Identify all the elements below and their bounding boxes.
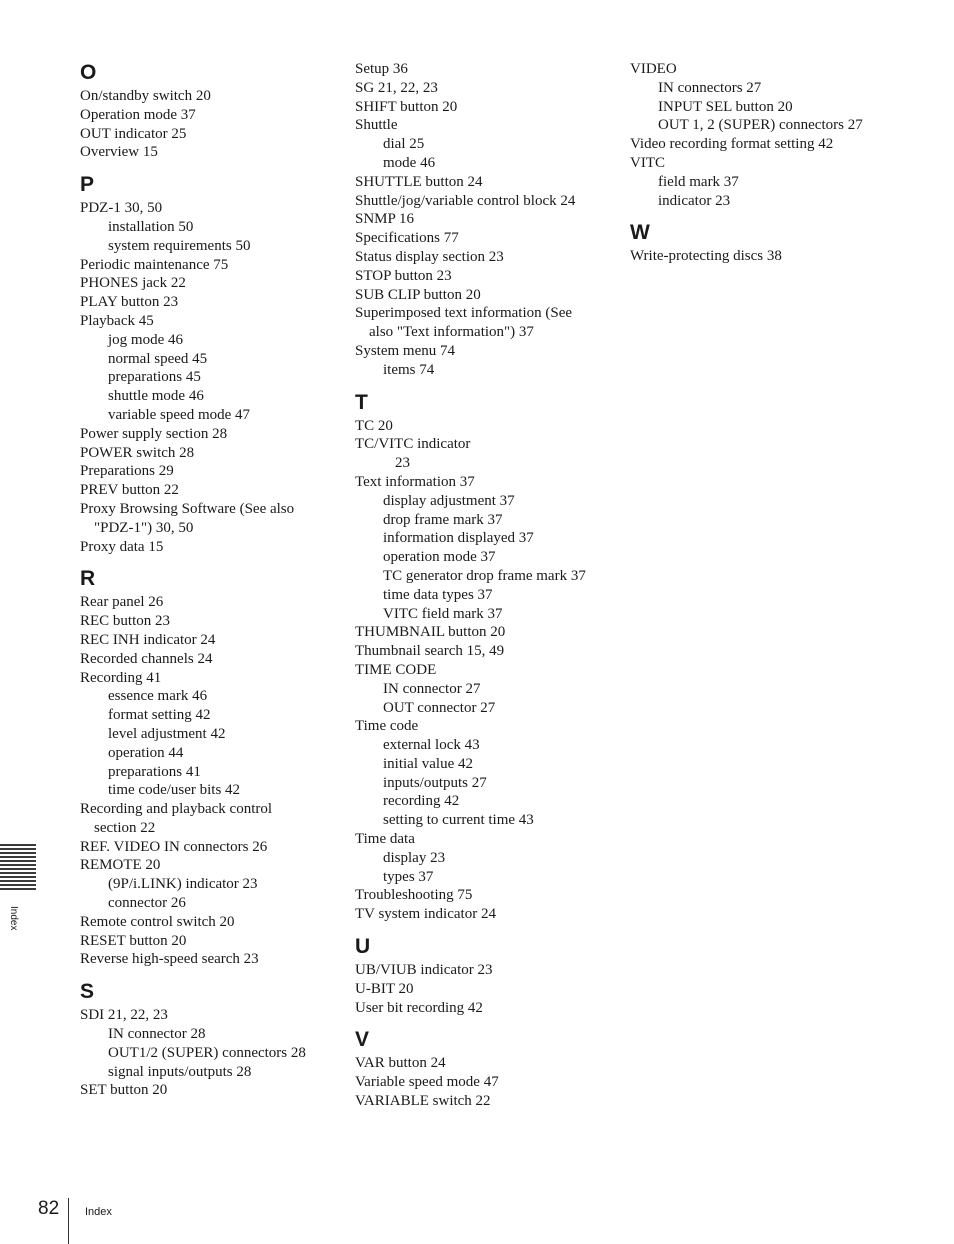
index-section [355,934,610,1017]
index-entry: Status display section 23 [355,248,504,265]
section-letter-heading: O [80,61,97,84]
index-entry: Shuttle/jog/variable control block 24 [355,192,576,209]
index-entry: TC 20 [355,417,393,434]
index-entry: REF. VIDEO IN connectors 26 [80,838,268,855]
index-subentry: external lock 43 [383,737,480,754]
index-entry: TV system indicator 24 [355,906,496,923]
index-entry: SNMP 16 [355,211,415,228]
index-entry: Proxy Browsing Software (See also [80,500,295,517]
index-section [355,390,610,925]
index-subentry: types 37 [383,868,434,885]
section-letter-heading: T [355,390,368,414]
index-entry: VARIABLE switch 22 [355,1093,491,1110]
footer-divider [68,1198,69,1244]
index-subentry: inputs/outputs 27 [383,774,487,791]
index-entry: VITC [630,154,665,171]
index-entry: On/standby switch 20 [80,88,211,104]
index-entry: SHIFT button 20 [355,98,458,115]
index-section [630,220,890,266]
index-entry: VAR button 24 [355,1055,446,1072]
index-subentry: format setting 42 [108,707,211,724]
index-entry: Power supply section 28 [80,425,228,442]
index-entry: VIDEO [630,61,677,77]
footer-section-label: Index [85,1206,112,1218]
section-tab-marks [0,844,36,892]
index-entry: REC button 23 [80,613,171,630]
index-subentry: system requirements 50 [108,237,251,254]
index-section [80,979,330,1100]
index-entry: PREV button 22 [80,482,179,499]
index-subentry: IN connectors 27 [658,79,762,96]
index-entry: PHONES jack 22 [80,275,186,292]
index-entry: SHUTTLE button 24 [355,173,483,190]
index-subentry: preparations 41 [108,763,201,780]
index-entry: Video recording format setting 42 [630,136,834,153]
index-subentry: shuttle mode 46 [108,388,204,405]
index-entry: Recording 41 [80,669,162,686]
index-entry: User bit recording 42 [355,999,483,1016]
index-entry: SDI 21, 22, 23 [80,1007,168,1024]
index-entry: Variable speed mode 47 [355,1074,499,1091]
index-subentry: information displayed 37 [383,530,534,547]
index-subentry: variable speed mode 47 [108,406,251,423]
side-tab-label: Index [8,906,19,931]
index-subentry: normal speed 45 [108,350,208,367]
index-entry: REC INH indicator 24 [80,631,216,648]
index-column-2 [355,60,610,1111]
index-subentry: time data types 37 [383,586,493,603]
index-column-1 [80,60,330,1100]
index-subentry: display adjustment 37 [383,492,515,509]
index-entry: Rear panel 26 [80,594,164,611]
index-subentry: recording 42 [383,793,460,810]
index-entry: Thumbnail search 15, 49 [355,643,505,660]
index-entry: SG 21, 22, 23 [355,79,438,96]
section-letter-heading: U [355,935,371,959]
section-letter-heading: S [80,980,95,1004]
index-section [630,60,890,210]
index-subentry: installation 50 [108,218,194,235]
index-subentry: setting to current time 43 [383,812,534,829]
index-column-3 [630,60,890,266]
index-entry: TC/VITC indicator [355,436,471,453]
index-subentry: IN connector 27 [383,680,481,697]
index-subentry: display 23 [383,849,446,866]
index-subentry: level adjustment 42 [108,725,226,742]
index-entry: Proxy data 15 [80,538,164,555]
index-entry: REMOTE 20 [80,857,161,874]
index-entry: Superimposed text information (See [355,305,573,322]
index-subentry: mode 46 [383,154,436,171]
index-entry: SET button 20 [80,1082,168,1099]
index-entry: U-BIT 20 [355,980,414,997]
section-letter-heading: P [80,173,95,197]
index-subentry: signal inputs/outputs 28 [108,1063,252,1080]
index-entry: STOP button 23 [355,267,452,284]
index-entry: Recorded channels 24 [80,650,213,667]
index-subentry: OUT1/2 (SUPER) connectors 28 [108,1044,306,1061]
index-entry: POWER switch 28 [80,444,195,461]
index-subentry: essence mark 46 [108,688,208,705]
index-entry: Preparations 29 [80,463,174,480]
index-subentry: operation 44 [108,744,184,761]
index-entry: Specifications 77 [355,230,459,247]
index-entry: PLAY button 23 [80,294,179,311]
index-subentry: items 74 [383,361,435,378]
index-entry: TIME CODE [355,661,437,678]
index-entry: Time data [355,831,415,848]
index-subentry: time code/user bits 42 [108,782,241,799]
index-subentry: INPUT SEL button 20 [658,98,793,115]
index-entry: OUT indicator 25 [80,125,187,142]
index-section [80,172,330,556]
index-subentry: indicator 23 [658,192,731,209]
index-entry: Time code [355,718,419,735]
index-entry: section 22 [94,819,156,836]
index-entry: THUMBNAIL button 20 [355,624,506,641]
index-entry: SUB CLIP button 20 [355,286,481,303]
index-section [80,566,330,969]
index-subentry: dial 25 [383,136,425,153]
index-entry: Periodic maintenance 75 [80,256,229,273]
section-letter-heading: V [355,1028,370,1052]
index-entry: Reverse high-speed search 23 [80,951,259,968]
index-entry: "PDZ-1") 30, 50 [94,519,194,536]
index-entry: Write-protecting discs 38 [630,248,782,265]
index-subentry: (9P/i.LINK) indicator 23 [108,876,258,893]
index-section [355,1027,610,1110]
index-entry: PDZ-1 30, 50 [80,200,163,217]
index-entry: Troubleshooting 75 [355,887,473,904]
index-entry: Remote control switch 20 [80,913,235,930]
index-entry: System menu 74 [355,342,455,359]
index-subentry: OUT 1, 2 (SUPER) connectors 27 [658,117,863,134]
index-subentry: preparations 45 [108,369,201,386]
index-subentry: OUT connector 27 [383,699,496,716]
index-subentry: jog mode 46 [108,331,183,348]
page-number: 82 [38,1198,60,1219]
index-subentry: drop frame mark 37 [383,511,503,528]
index-entry: Recording and playback control [80,801,273,818]
section-letter-heading: W [630,221,650,245]
index-subentry: initial value 42 [383,755,473,772]
index-section [80,60,330,162]
index-subentry: connector 26 [108,895,186,912]
index-entry: also "Text information") 37 [369,324,534,341]
index-subentry: operation mode 37 [383,549,496,566]
index-section [355,60,610,380]
index-entry: UB/VIUB indicator 23 [355,962,493,979]
section-letter-heading: R [80,567,96,591]
index-subentry: field mark 37 [658,173,739,190]
index-entry: Text information 37 [355,473,475,490]
index-entry: Setup 36 [355,61,408,77]
index-entry: Shuttle [355,117,398,134]
index-subentry: IN connector 28 [108,1026,206,1043]
index-entry: Overview 15 [80,144,158,161]
index-subentry: VITC field mark 37 [383,605,503,622]
index-entry: 23 [395,455,410,472]
index-entry: Playback 45 [80,312,154,329]
index-subentry: TC generator drop frame mark 37 [383,567,586,584]
index-entry: RESET button 20 [80,932,187,949]
index-entry: Operation mode 37 [80,106,196,123]
